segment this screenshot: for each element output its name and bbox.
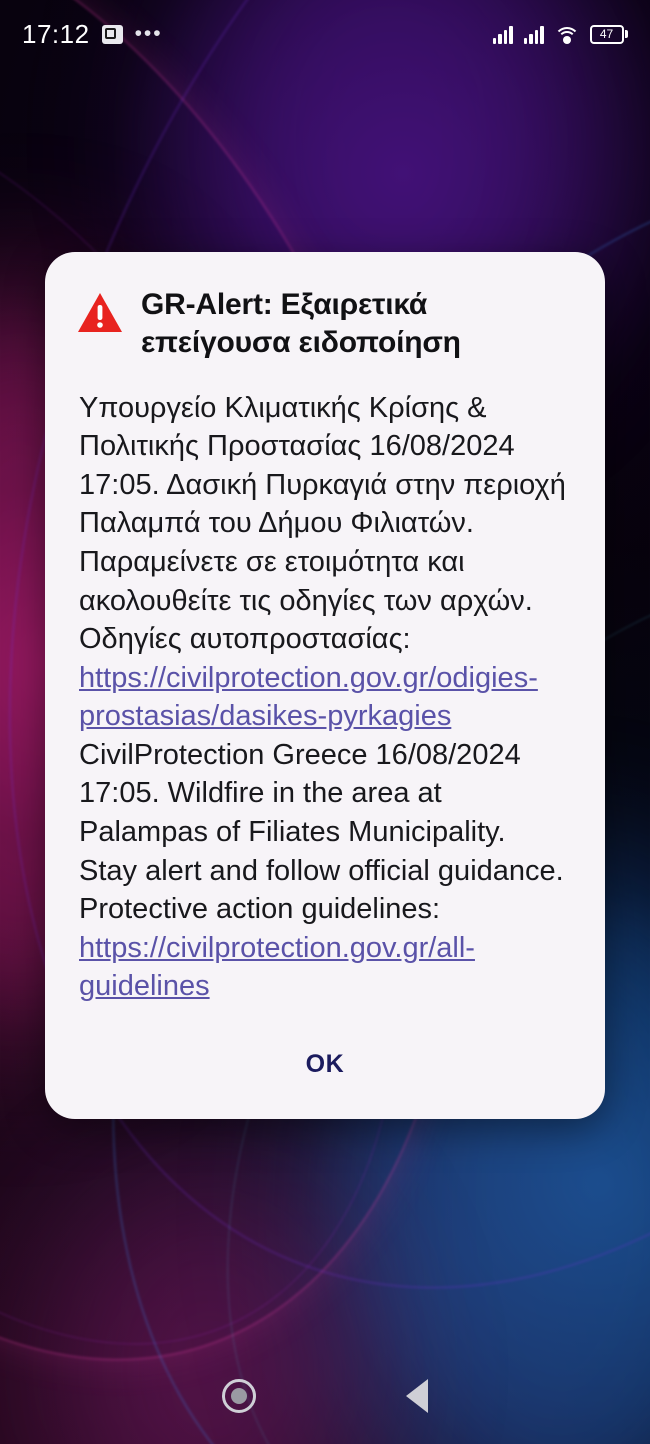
ok-button[interactable]: OK bbox=[272, 1040, 379, 1089]
alert-dialog bbox=[45, 252, 605, 1119]
signal-bars-icon bbox=[524, 24, 544, 44]
wifi-icon bbox=[555, 25, 579, 44]
message-text-2: CivilProtection Greece 16/08/2024 17:05. Wildfire in the area at Palampas of Filiates Municipality. Stay alert and follow official guidance. Protective action guidelines: bbox=[79, 738, 564, 926]
navigation-bar bbox=[0, 1348, 650, 1444]
battery-cap bbox=[625, 30, 628, 38]
guidelines-link-en[interactable]: https://civilprotection.gov.gr/all-guidelines bbox=[79, 931, 475, 1003]
guidelines-link-el[interactable]: https://civilprotection.gov.gr/odigies-prostasias/dasikes-pyrkagies bbox=[79, 661, 538, 733]
dialog-title: GR-Alert: Εξαιρετικά επείγουσα ειδοποίηση bbox=[141, 288, 461, 360]
dialog-message bbox=[75, 389, 575, 1006]
status-bar-left bbox=[22, 19, 163, 50]
signal-bars-icon bbox=[493, 24, 513, 44]
status-clock: 17:12 bbox=[22, 18, 90, 49]
warning-triangle-icon bbox=[77, 292, 123, 339]
message-text-1: Υπουργείο Κλιματικής Κρίσης & Πολιτικής Προστασίας 16/08/2024 17:05. Δασική Πυρκαγιά στην περιοχή Παλαμπά του Δήμου Φιλιατών. Παραμείνετε σε ετοιμότητα και ακολουθείτε τις οδηγίες των αρχών. Οδηγίες αυτοπροστασίας: bbox=[79, 391, 566, 656]
screenshot-icon bbox=[102, 25, 123, 44]
home-circle-icon[interactable] bbox=[222, 1379, 256, 1413]
battery-icon bbox=[590, 25, 629, 44]
back-triangle-icon[interactable] bbox=[406, 1379, 428, 1413]
dialog-actions bbox=[75, 1040, 575, 1095]
status-bar-right bbox=[493, 24, 629, 44]
status-bar bbox=[0, 0, 650, 68]
more-dots-icon: ••• bbox=[134, 22, 163, 45]
dialog-header bbox=[75, 286, 575, 363]
battery-level-label: 47 bbox=[590, 25, 624, 44]
